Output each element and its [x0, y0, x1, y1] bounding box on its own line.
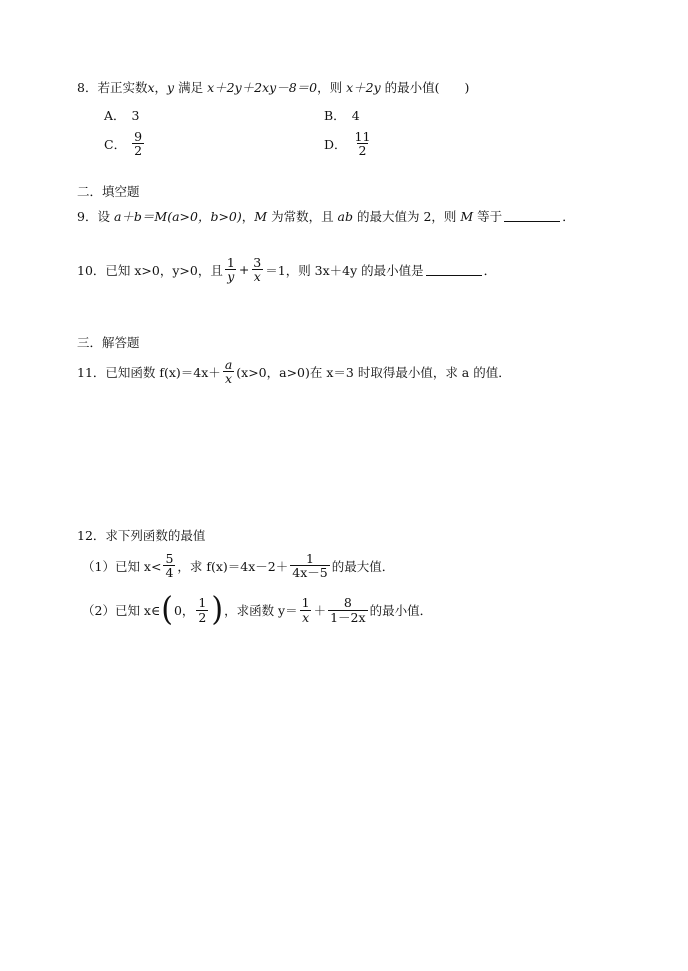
denominator: x	[225, 371, 233, 387]
choice-a	[104, 106, 139, 124]
question-text: ，求 f(x)＝4x－2＋	[177, 558, 289, 574]
numerator: 11	[354, 129, 371, 144]
denominator: 2	[134, 143, 143, 159]
punct: ，	[154, 80, 168, 95]
question-text: 设	[97, 209, 114, 224]
question-number: 8．	[77, 80, 98, 95]
question-text: 求下列函数的最值	[105, 528, 206, 543]
fraction	[196, 596, 208, 623]
choice-value: 3	[131, 107, 140, 123]
fraction	[223, 358, 234, 385]
fraction	[328, 596, 367, 623]
question-text: ，则	[317, 80, 347, 95]
denominator: 4	[165, 565, 174, 581]
fraction	[300, 596, 312, 623]
numerator: a	[224, 357, 233, 372]
question-text: 已知 x>0，y>0，且	[105, 262, 223, 278]
numerator: 1	[306, 551, 314, 566]
fraction	[290, 552, 329, 579]
fraction	[132, 130, 144, 157]
question-text: 等于	[473, 209, 503, 224]
question-number: 12．	[77, 528, 106, 543]
question-9	[77, 207, 575, 225]
question-text: 若正实数	[97, 80, 148, 95]
question-8	[77, 78, 469, 96]
choice-value: 4	[351, 107, 360, 123]
question-text: (x>0，a>0)在 x＝3 时取得最小值，求 a 的值．	[236, 364, 511, 380]
question-text: 已知函数 f(x)＝4x＋	[105, 364, 221, 380]
fraction	[225, 256, 237, 283]
part-label: （2）已知 x∈	[82, 603, 161, 618]
fraction	[163, 552, 175, 579]
var-x: x	[147, 79, 155, 95]
denominator: 1－2x	[330, 609, 366, 625]
numerator: 1	[301, 595, 310, 611]
denominator: 2	[198, 609, 207, 625]
question-text: 的最小值．	[369, 603, 433, 618]
choice-label: D．	[324, 136, 347, 152]
question-text: 的最大值为 2，则	[353, 209, 461, 224]
question-12-part-2	[82, 590, 433, 629]
denominator: 4x－5	[292, 565, 328, 581]
numerator: 8	[343, 595, 352, 611]
question-number: 9．	[77, 209, 98, 224]
punct: ．	[562, 209, 575, 224]
punct: ．	[483, 262, 497, 278]
numerator: 3	[253, 255, 262, 270]
fraction	[353, 130, 373, 157]
question-text: 满足	[174, 80, 208, 95]
equation: x＋2y＋2xy－8＝0	[207, 80, 318, 95]
choice-label: C．	[104, 136, 127, 152]
plus-sign: ＋	[313, 603, 327, 618]
question-12-part-1	[82, 552, 394, 579]
numerator: 5	[165, 551, 174, 566]
answer-blank[interactable]	[426, 264, 482, 276]
var-m: M	[254, 208, 268, 224]
question-10	[77, 256, 496, 283]
choice-label: A．	[104, 108, 126, 123]
question-number: 10．	[77, 262, 106, 278]
question-text: ＝1，则 3x＋4y 的最小值是	[265, 262, 424, 278]
question-text: ，求函数 y＝	[224, 603, 298, 618]
left-paren: (	[161, 590, 173, 629]
answer-blank[interactable]	[504, 210, 560, 222]
question-number: 11．	[77, 364, 106, 380]
choice-c	[104, 130, 146, 157]
question-text: 的最小值( )	[380, 80, 470, 95]
interval-start: 0，	[173, 603, 195, 618]
expression: x＋2y	[346, 80, 381, 95]
fraction	[251, 256, 263, 283]
question-text: 为常数，且	[267, 209, 338, 224]
right-paren: )	[211, 590, 224, 629]
var-m: M	[460, 208, 474, 224]
question-text: 的最大值．	[331, 558, 395, 574]
section-title-solve: 三．解答题	[77, 335, 140, 350]
numerator: 1	[226, 255, 235, 270]
denominator: y	[227, 269, 235, 285]
var-y: y	[167, 79, 175, 95]
numerator: 1	[198, 595, 207, 611]
question-12	[77, 526, 205, 544]
equation: a＋b＝M(a>0，b>0)	[113, 209, 242, 224]
part-label: （1）已知 x<	[82, 558, 162, 574]
plus-sign: +	[238, 262, 250, 278]
denominator: x	[302, 609, 310, 625]
denominator: x	[253, 269, 261, 285]
question-11	[77, 358, 511, 385]
choice-label: B．	[324, 108, 346, 123]
choice-d	[324, 130, 374, 157]
section-title-fill-in: 二．填空题	[77, 184, 140, 199]
punct: ，	[241, 209, 255, 224]
var-ab: ab	[337, 208, 354, 224]
numerator: 9	[134, 129, 143, 144]
denominator: 2	[358, 143, 367, 159]
choice-b	[324, 106, 360, 124]
